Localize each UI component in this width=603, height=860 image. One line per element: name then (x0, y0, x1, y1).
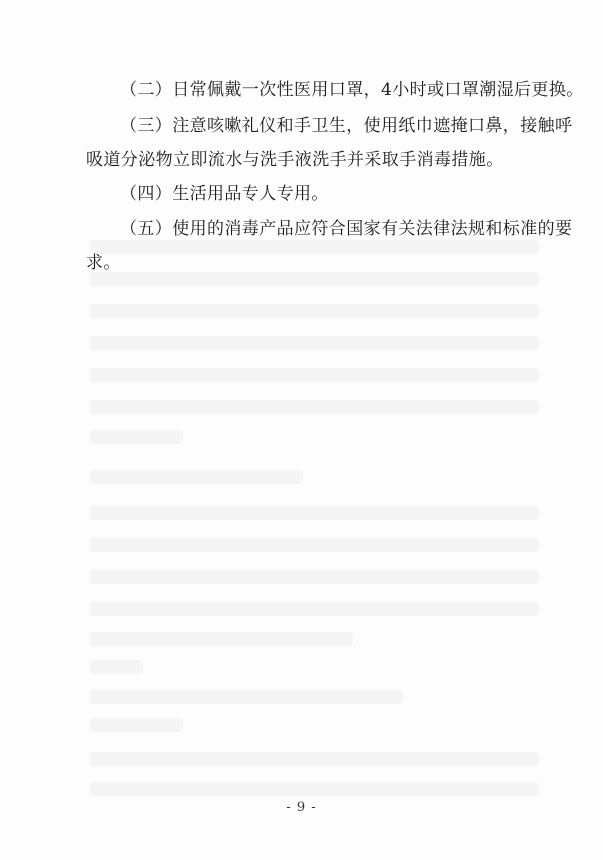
paragraph-disinfectant (86, 212, 573, 280)
paragraph-cough-etiquette-line-2: 吸道分泌物立即流水与洗手液洗手并采取手消毒措施。 (86, 150, 504, 170)
paragraph-personal-items: （四）生活用品专人专用。 (120, 184, 329, 204)
paragraph-cough-etiquette (86, 109, 573, 177)
paragraph-disinfectant-line-2: 求。 (86, 253, 121, 273)
paragraph-daily-mask: （二）日常佩戴一次性医用口罩，4小时或口罩潮湿后更换。 (120, 80, 584, 100)
paragraph-cough-etiquette-line-1: （三）注意咳嗽礼仪和手卫生，使用纸巾遮掩口鼻，接触呼 (120, 116, 573, 136)
paragraph-disinfectant-line-1: （五）使用的消毒产品应符合国家有关法律法规和标准的要 (120, 219, 573, 239)
page-number: - 9 - (286, 800, 317, 815)
